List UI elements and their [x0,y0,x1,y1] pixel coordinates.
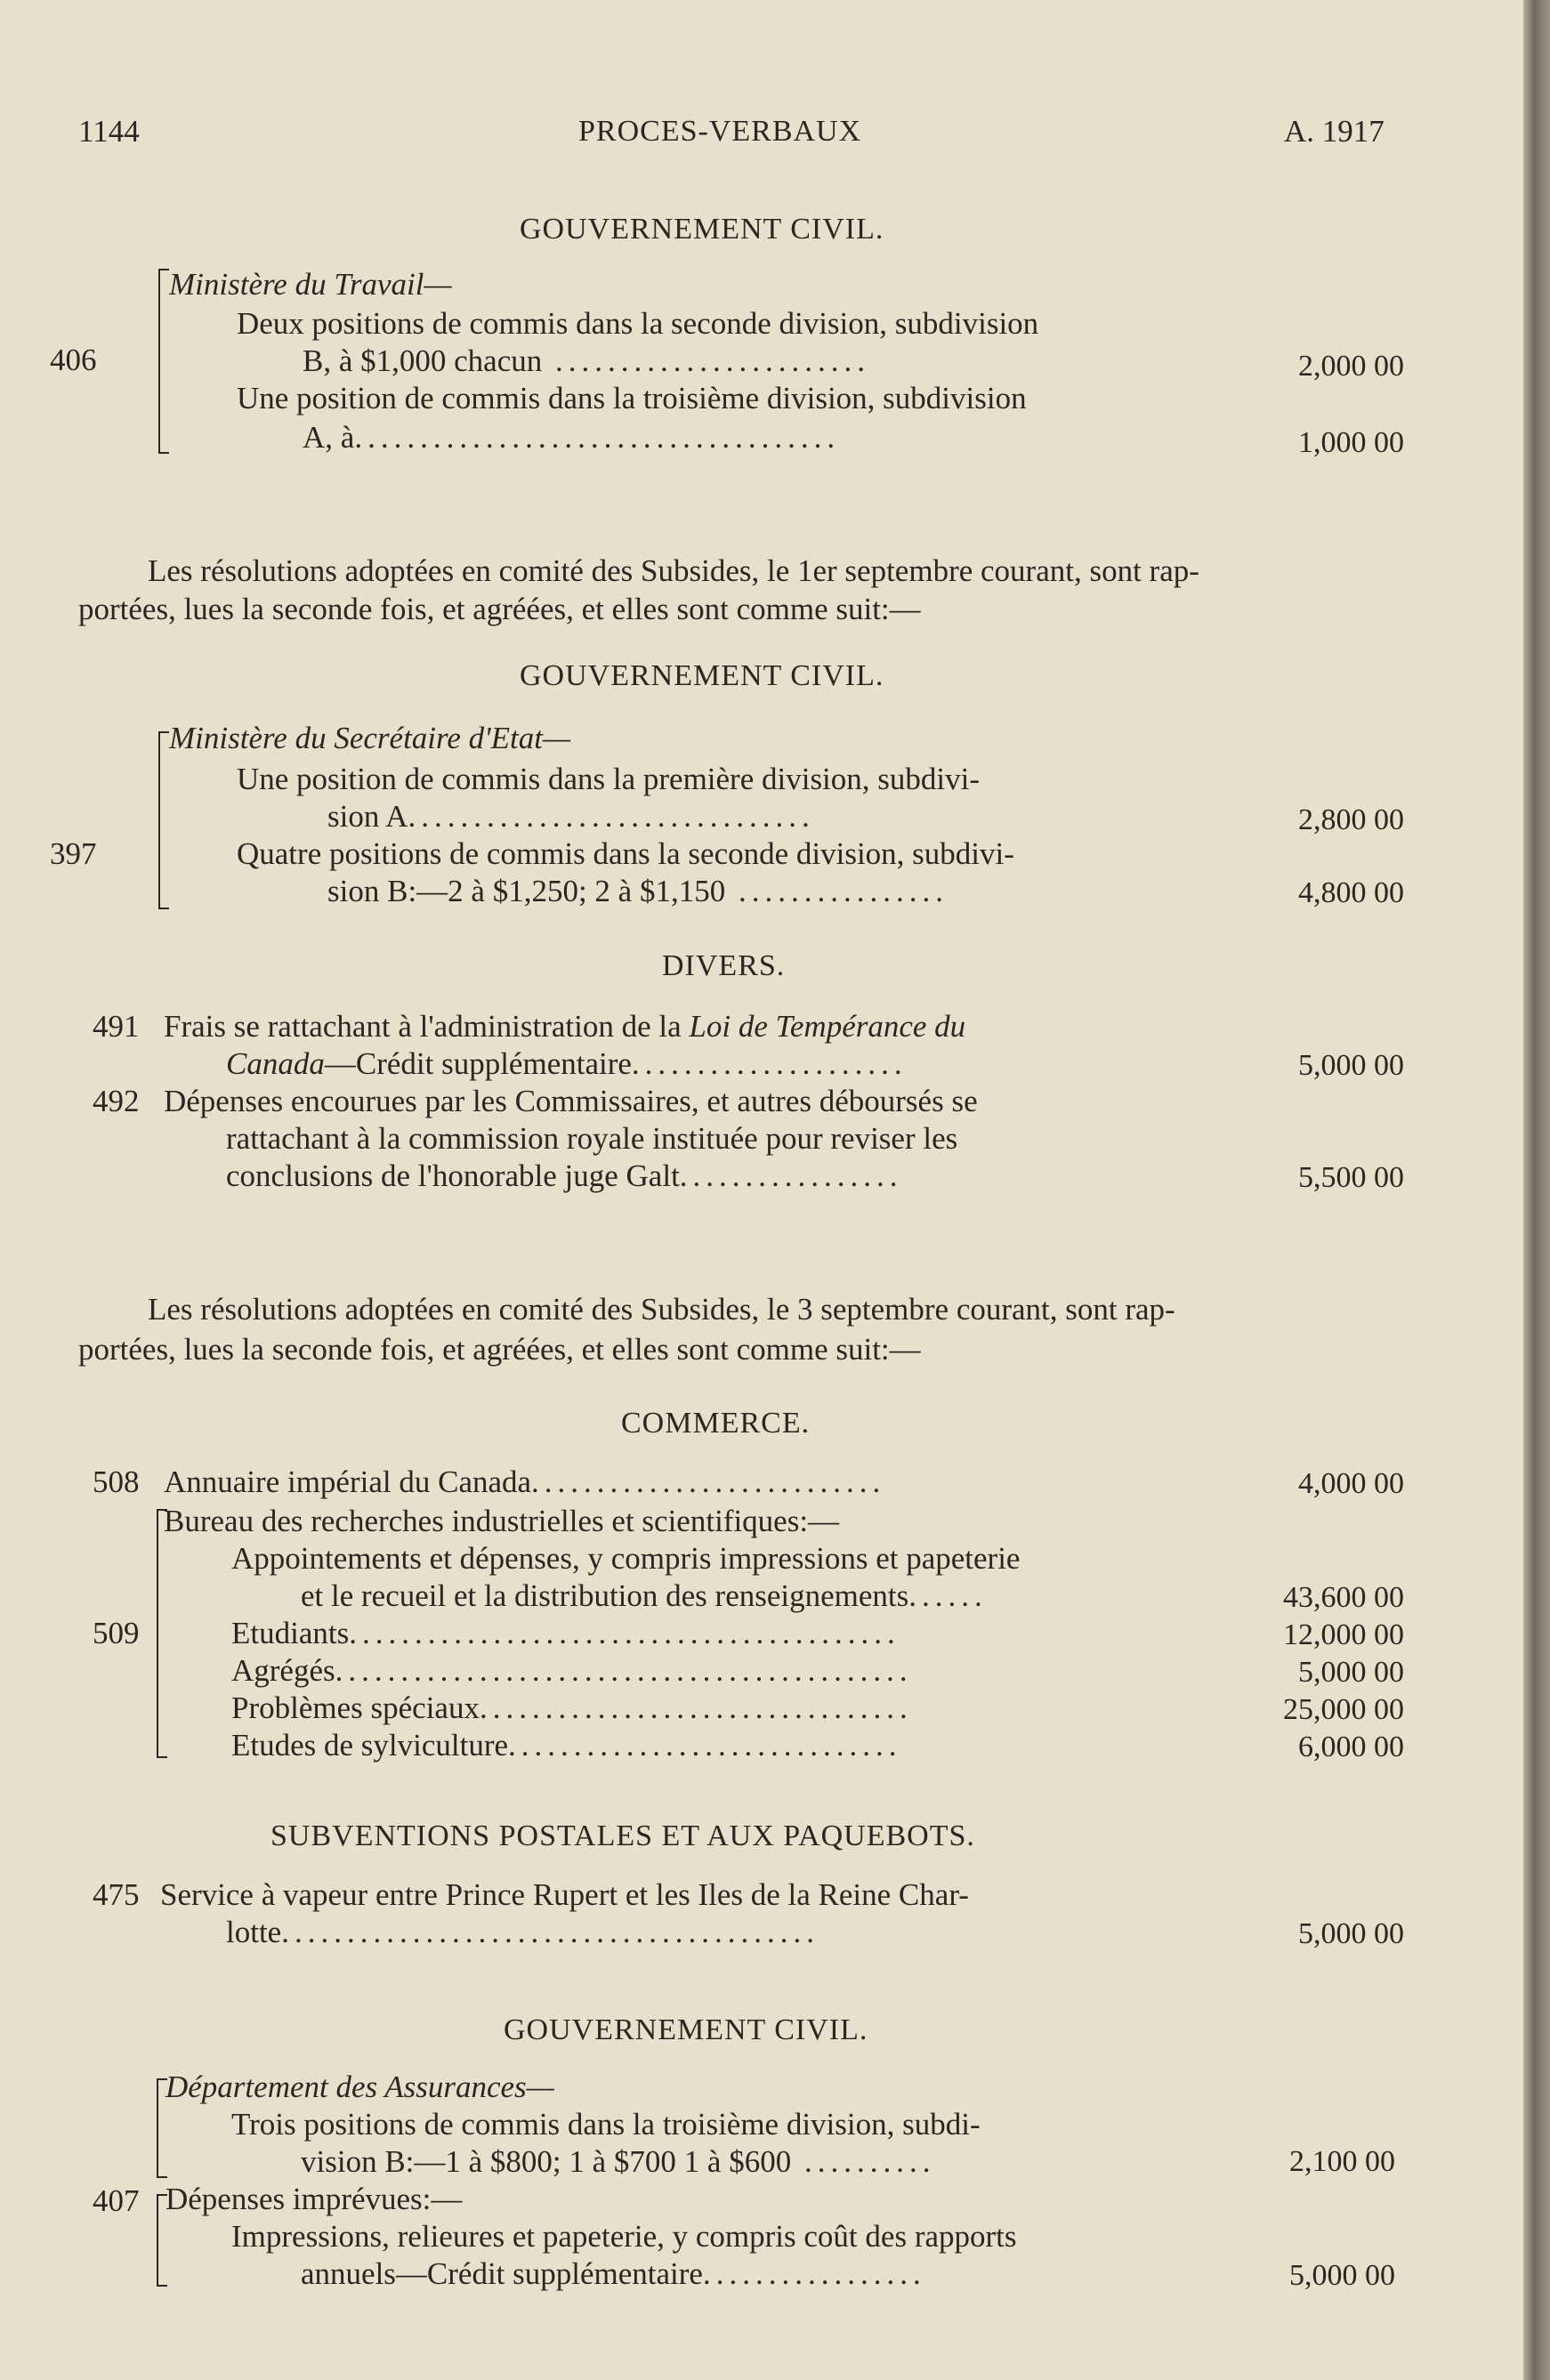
paragraph-line: portées, lues la seconde fois, et agréées, et elles sont comme suit:— [78,592,921,626]
amount: 5,000 00 [1298,1049,1404,1082]
brace [157,1509,158,1758]
brace [157,2194,158,2287]
amount: 2,100 00 [1289,2145,1395,2178]
ministry-name: Ministère du Secrétaire d'Etat— [169,721,571,755]
amount: 6,000 00 [1298,1731,1404,1763]
section-heading-divers: DIVERS. [662,949,786,982]
item-line: Problèmes spéciaux................................. [231,1690,913,1725]
item-line: Appointements et dépenses, y compris impressions et papeterie [231,1541,1021,1576]
item-line: Frais se rattachant à l'administration de la Loi de Tempérance du [164,1009,966,1044]
vote-number: 475 [93,1877,140,1912]
vote-number: 492 [93,1084,140,1118]
section-heading-commerce: COMMERCE. [621,1407,811,1440]
amount: 1,000 00 [1298,426,1404,459]
amount: 2,000 00 [1298,350,1404,383]
brace [158,269,160,454]
amount: 5,000 00 [1289,2259,1395,2292]
year: A. 1917 [1284,114,1385,149]
item-line: Annuaire impérial du Canada........................... [164,1464,886,1499]
vote-number: 406 [50,343,97,377]
section-heading-subventions: SUBVENTIONS POSTALES ET AUX PAQUEBOTS. [270,1819,975,1852]
section-heading-gouvernement-civil-1: GOUVERNEMENT CIVIL. [520,213,884,246]
expenses-heading: Dépenses imprévues:— [165,2182,463,2216]
book-gutter-edge [1523,0,1550,2380]
ministry-name: Ministère du Travail— [169,267,452,302]
item-line: sion B:—2 à $1,250; 2 à $1,150 ................ [327,874,949,908]
vote-number: 491 [93,1009,140,1044]
item-line: A, à..................................... [303,420,841,455]
brace [157,2078,158,2178]
item-line: Quatre positions de commis dans la seconde division, subdivi- [237,836,1014,871]
vote-number: 509 [93,1616,140,1650]
item-line: Une position de commis dans la troisième division, subdivision [237,381,1027,415]
paragraph-line: Les résolutions adoptées en comité des Subsides, le 1er septembre courant, sont rap- [148,553,1199,588]
item-line: Canada—Crédit supplémentaire..................... [226,1046,908,1081]
amount: 2,800 00 [1298,803,1404,836]
item-line: annuels—Crédit supplémentaire................. [301,2256,926,2291]
amount: 25,000 00 [1283,1693,1404,1726]
amount: 5,500 00 [1298,1161,1404,1194]
amount: 4,000 00 [1298,1467,1404,1500]
department-name: Département des Assurances— [165,2069,554,2104]
section-heading-gouvernement-civil-2: GOUVERNEMENT CIVIL. [520,659,884,692]
item-line: conclusions de l'honorable juge Galt................. [226,1158,903,1193]
item-line: B, à $1,000 chacun ........................ [303,343,870,378]
item-line: Etudiants.......................................... [231,1616,900,1650]
item-line: sion A............................... [327,799,815,834]
item-line: Agrégés............................................ [231,1653,913,1688]
item-line: rattachant à la commission royale instituée pour reviser les [226,1121,958,1156]
item-line: et le recueil et la distribution des renseignements...... [301,1578,988,1613]
item-line: Impressions, relieures et papeterie, y compris coût des rapports [231,2219,1017,2254]
brace [158,731,160,909]
item-line: Etudes de sylviculture.............................. [231,1728,902,1763]
amount: 5,000 00 [1298,1917,1404,1950]
item-line: Dépenses encourues par les Commissaires, et autres déboursés se [164,1084,978,1118]
item-line: Service à vapeur entre Prince Rupert et les Iles de la Reine Char- [160,1877,969,1912]
vote-number: 508 [93,1464,140,1499]
bureau-heading: Bureau des recherches industrielles et scientifiques:— [164,1504,840,1538]
item-line: Deux positions de commis dans la seconde division, subdivision [237,306,1039,341]
vote-number: 407 [93,2183,140,2218]
item-line: Une position de commis dans la première division, subdivi- [237,762,981,796]
paragraph-line: portées, lues la seconde fois, et agréées, et elles sont comme suit:— [78,1332,921,1367]
amount: 12,000 00 [1283,1618,1404,1651]
page-number: 1144 [78,114,140,149]
running-title: PROCES-VERBAUX [578,115,862,148]
item-line: vision B:—1 à $800; 1 à $700 1 à $600 .......... [301,2144,936,2179]
paragraph-line: Les résolutions adoptées en comité des Subsides, le 3 septembre courant, sont rap- [148,1292,1175,1327]
vote-number: 397 [50,836,97,871]
item-line: lotte......................................... [226,1915,819,1949]
item-line: Trois positions de commis dans la troisième division, subdi- [231,2107,981,2142]
amount: 43,600 00 [1283,1581,1404,1614]
amount: 5,000 00 [1298,1656,1404,1689]
section-heading-gouvernement-civil-3: GOUVERNEMENT CIVIL. [504,2013,868,2046]
amount: 4,800 00 [1298,876,1404,909]
